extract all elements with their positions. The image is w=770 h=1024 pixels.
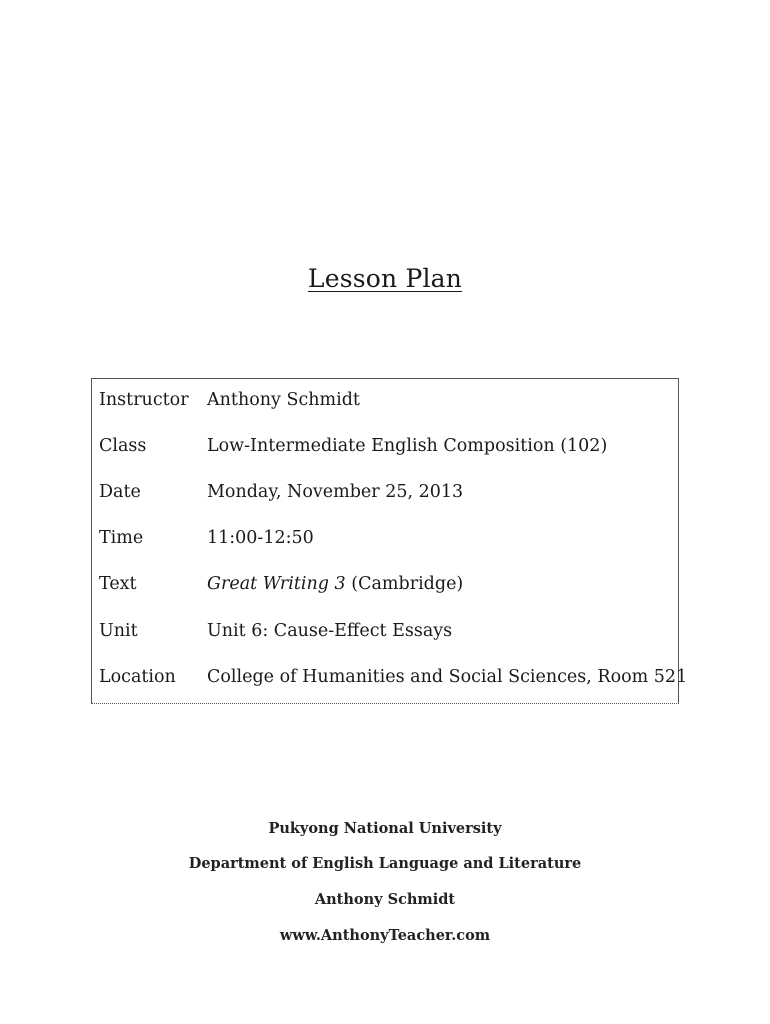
class-value: Low-Intermediate English Composition (102) [207, 436, 608, 456]
footer-department: Department of English Language and Literature [188, 855, 582, 872]
class-row [92, 431, 678, 461]
instructor-row [92, 385, 678, 415]
footer-university: Pukyong National University [268, 820, 502, 837]
location-row [92, 662, 688, 692]
class-label: Class [99, 436, 147, 456]
text-value [207, 569, 463, 599]
document-title: Lesson Plan [307, 264, 463, 293]
text-book-title: Great Writing 3 [207, 574, 346, 594]
text-publisher: (Cambridge) [345, 574, 464, 594]
location-label: Location [99, 667, 176, 687]
unit-row [92, 616, 678, 646]
lesson-info-table [91, 378, 688, 704]
text-row [92, 569, 678, 599]
footer-website: www.AnthonyTeacher.com [279, 927, 491, 944]
date-label: Date [99, 482, 141, 502]
unit-label: Unit [99, 621, 138, 641]
time-row [92, 523, 678, 553]
text-label: Text [99, 574, 137, 594]
footer-author: Anthony Schmidt [314, 891, 456, 908]
instructor-label: Instructor [99, 390, 189, 410]
unit-value: Unit 6: Cause-Effect Essays [207, 621, 453, 641]
date-value: Monday, November 25, 2013 [207, 482, 464, 502]
location-value: College of Humanities and Social Sciences, Room 521 [207, 667, 688, 687]
time-value: 11:00-12:50 [207, 528, 314, 548]
instructor-value: Anthony Schmidt [207, 390, 360, 410]
date-row [92, 477, 678, 507]
time-label: Time [99, 528, 144, 548]
